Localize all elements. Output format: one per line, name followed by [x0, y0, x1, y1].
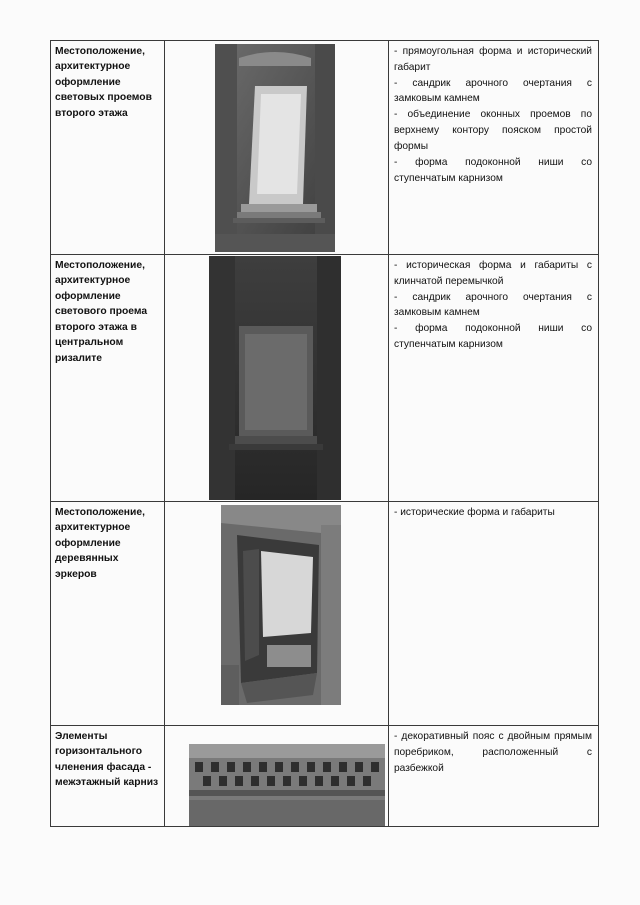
- photo-cell: [165, 255, 389, 502]
- description-item: - сандрик арочного очертания с замковым камнем: [394, 291, 592, 319]
- description-cell: [389, 255, 599, 502]
- description-item: - прямоугольная форма и исторический габарит: [394, 46, 592, 73]
- description-cell: [389, 726, 599, 827]
- description-cell: [389, 502, 599, 726]
- table-row: [51, 502, 599, 726]
- photo-cell: [165, 502, 389, 726]
- photo-cell: [165, 726, 389, 827]
- photo-cell: [165, 41, 389, 255]
- element-label: Элементы горизонтального членения фасада - межэтажный карниз: [55, 731, 159, 789]
- facade-window-second-floor-photo: [215, 44, 335, 252]
- element-label: Местоположение, архитектурное оформление световых проемов второго этажа: [55, 46, 152, 119]
- table-row: [51, 255, 599, 502]
- description-item: - историческая форма и габариты с клинчатой перемычкой: [394, 260, 592, 287]
- element-label-cell: [51, 255, 165, 502]
- table-row: [51, 41, 599, 255]
- description-item: - форма подоконной ниши со ступенчатым карнизом: [394, 156, 592, 184]
- element-label: Местоположение, архитектурное оформление светового проема второго этажа в центральном ризалите: [55, 260, 148, 364]
- description: [389, 726, 598, 776]
- element-label: Местоположение, архитектурное оформление деревянных эркеров: [55, 507, 145, 580]
- description-item: - объединение оконных проемов по верхнему контору пояском простой формы: [394, 109, 592, 152]
- description-item: - исторические форма и габариты: [394, 507, 555, 518]
- description-item: - декоративный пояс с двойным прямым поребриком, расположенный с разбежкой: [394, 731, 592, 774]
- description: [389, 41, 598, 186]
- element-label-cell: [51, 726, 165, 827]
- description: [389, 255, 598, 353]
- wooden-bay-window-photo: [221, 505, 341, 705]
- central-risalit-window-photo: [209, 256, 341, 500]
- facade-elements-table: [50, 40, 599, 827]
- description-item: - сандрик арочного очертания с замковым камнем: [394, 77, 592, 105]
- description-cell: [389, 41, 599, 255]
- interfloor-cornice-photo: [189, 744, 385, 826]
- description-item: - форма подоконной ниши со ступенчатым карнизом: [394, 323, 592, 351]
- description: [389, 502, 598, 521]
- table-row: [51, 726, 599, 827]
- element-label-cell: [51, 502, 165, 726]
- element-label-cell: [51, 41, 165, 255]
